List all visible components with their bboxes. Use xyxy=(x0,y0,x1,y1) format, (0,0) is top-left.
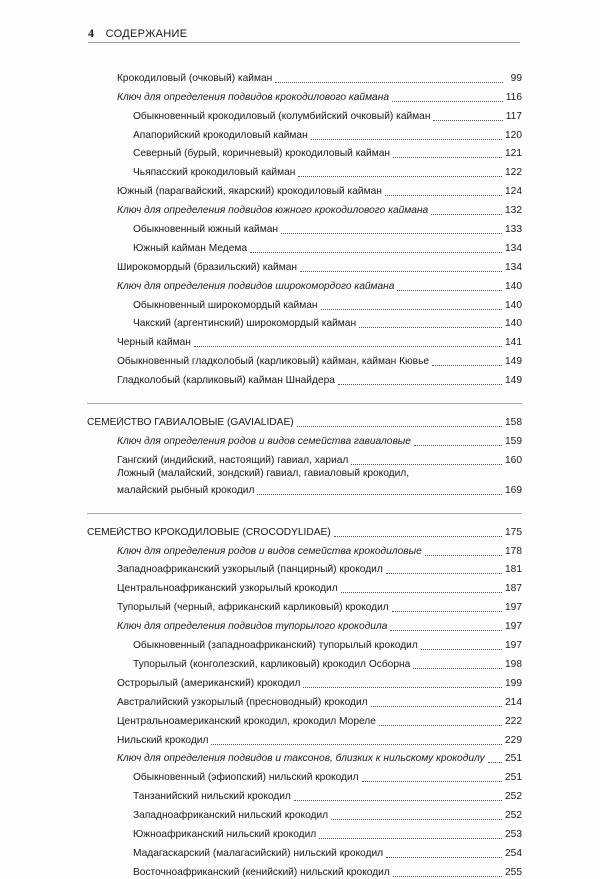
toc-entry-page: 169 xyxy=(505,484,522,496)
toc-entry-title: Ключ для определения родов и видов семейства крокодиловые xyxy=(117,545,422,557)
dot-leader xyxy=(298,175,502,177)
toc-entry[interactable] xyxy=(117,558,522,577)
toc-entry-title: Восточноафриканский (кенийский) нильский крокодил xyxy=(133,866,390,878)
toc-entry-page: 187 xyxy=(505,583,522,595)
toc-entry[interactable] xyxy=(117,709,522,728)
toc-entry[interactable] xyxy=(117,480,522,497)
dot-leader xyxy=(386,856,502,858)
toc-entry-page: 140 xyxy=(505,318,522,330)
dot-leader xyxy=(338,383,502,385)
toc-entry-title: Ключ для определения подвидов и таксонов, близких к нильскому крокодилу xyxy=(117,753,485,765)
dot-leader xyxy=(194,345,502,347)
toc-entry-title: Ключ для определения родов и видов семейства гавиаловые xyxy=(117,435,411,447)
toc-entry-page: 197 xyxy=(505,640,522,652)
toc-entry[interactable] xyxy=(117,368,522,387)
dot-leader xyxy=(414,444,502,446)
toc-entry[interactable] xyxy=(117,652,522,671)
toc-entry[interactable] xyxy=(117,539,522,558)
toc-entry-page: 116 xyxy=(505,91,522,103)
toc-entry-title: Острорылый (американский) крокодил xyxy=(117,677,301,689)
toc-entry-page: 253 xyxy=(505,828,522,840)
toc-entry-page: 140 xyxy=(505,299,522,311)
toc-entry-title: Ключ для определения подвидов южного крокодилового каймана xyxy=(117,205,429,217)
toc-entry-title: Обыкновенный крокодиловый (колумбийский очковый) кайман xyxy=(133,110,431,122)
dot-leader xyxy=(392,100,503,102)
toc-entry[interactable] xyxy=(117,104,522,123)
dot-leader xyxy=(211,743,502,745)
toc-entry[interactable] xyxy=(117,784,522,803)
dot-leader xyxy=(351,463,502,465)
toc-entry-title: Обыкновенный (западноафриканский) тупорылый крокодил xyxy=(133,640,418,652)
toc-entry-page: 251 xyxy=(505,772,522,784)
header-title: СОДЕРЖАНИЕ xyxy=(105,28,188,40)
toc-entry-page: 251 xyxy=(505,753,522,765)
toc-entry-page: 197 xyxy=(505,602,522,614)
toc-family-heading[interactable] xyxy=(87,520,522,539)
toc-entry-page: 198 xyxy=(505,658,522,670)
toc-entry[interactable] xyxy=(117,633,522,652)
dot-leader xyxy=(334,535,502,537)
dot-leader xyxy=(386,572,502,574)
dot-leader xyxy=(359,326,502,328)
page-number: 4 xyxy=(88,26,95,40)
toc-entry[interactable] xyxy=(117,803,522,822)
toc-entry[interactable] xyxy=(117,467,522,481)
toc-entry[interactable] xyxy=(117,765,522,784)
toc-entry[interactable] xyxy=(117,614,522,633)
dot-leader xyxy=(331,818,502,820)
toc-entry[interactable] xyxy=(117,690,522,709)
toc-entry-title: Южный (парагвайский, якарский) крокодиловый кайман xyxy=(117,186,382,198)
toc-entry[interactable] xyxy=(117,123,522,142)
toc-entry-page: 117 xyxy=(505,110,522,122)
toc-entry-page: 160 xyxy=(505,454,522,466)
toc-entry[interactable] xyxy=(117,255,522,274)
table-of-contents xyxy=(87,66,522,879)
toc-entry-title: Ложный (малайский, зондский) гавиал, гавиаловый крокодил, xyxy=(117,468,410,480)
toc-entry-page: 197 xyxy=(505,621,522,633)
toc-entry-page: 149 xyxy=(505,356,522,368)
toc-entry-title: Широкомордый (бразильский) кайман xyxy=(117,261,298,273)
dot-leader xyxy=(275,81,503,83)
dot-leader xyxy=(392,610,502,612)
toc-entry-title: Обыкновенный (эфиопский) нильский крокодил xyxy=(133,772,359,784)
toc-entry-title: СЕМЕЙСТВО КРОКОДИЛОВЫЕ (CROCODYLIDAE) xyxy=(87,526,331,538)
dot-leader xyxy=(393,875,502,877)
toc-entry-page: 252 xyxy=(505,810,522,822)
toc-entry-page: 255 xyxy=(505,866,522,878)
toc-entry-page: 252 xyxy=(505,791,522,803)
toc-entry-title: Центральноафриканский узкорылый крокодил xyxy=(117,583,338,595)
toc-entry-title: Северный (бурый, коричневый) крокодиловый кайман xyxy=(133,148,391,160)
toc-entry-page: 181 xyxy=(505,564,522,576)
toc-entry[interactable] xyxy=(117,330,522,349)
toc-entry-title: Мадагаскарский (малагасийский) нильский крокодил xyxy=(133,847,384,859)
toc-entry-title: Ключ для определения подвидов тупорылого крокодила xyxy=(117,621,388,633)
toc-entry-title: Обыкновенный южный кайман xyxy=(133,224,279,236)
dot-leader xyxy=(341,591,502,593)
toc-entry-page: 133 xyxy=(505,224,522,236)
toc-entry-page: 122 xyxy=(505,167,522,179)
toc-entry-title: Апапорийский крокодиловый кайман xyxy=(133,129,308,141)
toc-entry-page: 175 xyxy=(505,526,522,538)
toc-entry-title: Западноафриканский нильский крокодил xyxy=(133,810,329,822)
dot-leader xyxy=(432,364,502,366)
toc-entry[interactable] xyxy=(117,576,522,595)
toc-entry[interactable] xyxy=(117,841,522,860)
toc-entry-title: Тупорылый (черный, африканский карликовый) крокодил xyxy=(117,602,389,614)
toc-entry[interactable] xyxy=(117,747,522,766)
toc-entry[interactable] xyxy=(117,236,522,255)
toc-entry-page: 132 xyxy=(505,205,522,217)
dot-leader xyxy=(393,156,502,158)
dot-leader xyxy=(319,837,502,839)
dot-leader xyxy=(300,270,502,272)
toc-entry-title: Танзанийский нильский крокодил xyxy=(133,791,291,803)
dot-leader xyxy=(294,799,502,801)
toc-entry-title: Тупорылый (конголезский, карликовый) крокодил Осборна xyxy=(133,658,411,670)
toc-entry[interactable] xyxy=(117,671,522,690)
toc-entry-title: Гладколобый (карликовый) кайман Шнайдера xyxy=(117,375,335,387)
toc-entry-title: Южноафриканский нильский крокодил xyxy=(133,828,317,840)
toc-entry[interactable] xyxy=(117,822,522,841)
toc-entry-title: Обыкновенный гладколобый (карликовый) кайман, кайман Кювье xyxy=(117,356,430,368)
toc-entry-title: Чьяпасский крокодиловый кайман xyxy=(133,167,296,179)
dot-leader xyxy=(362,780,502,782)
toc-entry[interactable] xyxy=(117,429,522,448)
toc-entry[interactable] xyxy=(117,728,522,747)
section-divider xyxy=(87,497,522,514)
toc-entry-page: 140 xyxy=(505,280,522,292)
toc-entry-title: Южный кайман Медема xyxy=(133,242,248,254)
toc-entry[interactable] xyxy=(117,198,522,217)
running-header xyxy=(88,26,520,43)
toc-family-heading[interactable] xyxy=(87,410,522,429)
toc-entry-page: 178 xyxy=(505,545,522,557)
section-divider xyxy=(87,387,522,404)
dot-leader xyxy=(431,213,502,215)
toc-entry-page: 199 xyxy=(505,677,522,689)
toc-entry-page: 214 xyxy=(505,696,522,708)
dot-leader xyxy=(390,629,502,631)
toc-entry-title: Обыкновенный широкомордый кайман xyxy=(133,299,318,311)
toc-entry[interactable] xyxy=(117,312,522,331)
dot-leader xyxy=(297,425,502,427)
toc-entry-page: 141 xyxy=(505,337,522,349)
toc-entry[interactable] xyxy=(117,860,522,879)
dot-leader xyxy=(371,705,502,707)
toc-entry[interactable] xyxy=(117,66,522,85)
dot-leader xyxy=(257,493,502,495)
dot-leader xyxy=(385,194,502,196)
toc-entry-title: Черный кайман xyxy=(117,337,191,349)
toc-entry-page: 120 xyxy=(505,129,522,141)
toc-entry-title: Западноафриканский узкорылый (панцирный) крокодил xyxy=(117,564,383,576)
toc-entry-page: 99 xyxy=(510,72,522,84)
toc-entry-title: Ключ для определения подвидов крокодилового каймана xyxy=(117,91,389,103)
toc-entry-title: Центральноамериканский крокодил, крокодил Мореле xyxy=(117,715,376,727)
dot-leader xyxy=(321,308,502,310)
dot-leader xyxy=(311,138,502,140)
dot-leader xyxy=(488,761,502,763)
dot-leader xyxy=(421,648,502,650)
toc-entry-title: Нильский крокодил xyxy=(117,734,209,746)
toc-entry-title: Австралийский узкорылый (пресноводный) крокодил xyxy=(117,696,368,708)
toc-entry-title: малайский рыбный крокодил xyxy=(117,484,255,496)
toc-entry[interactable] xyxy=(117,160,522,179)
dot-leader xyxy=(379,724,502,726)
toc-entry-page: 124 xyxy=(505,186,522,198)
toc-entry-page: 159 xyxy=(505,435,522,447)
toc-entry-page: 254 xyxy=(505,847,522,859)
dot-leader xyxy=(433,119,502,121)
toc-entry-page: 121 xyxy=(505,148,522,160)
toc-entry-page: 222 xyxy=(505,715,522,727)
toc-entry[interactable] xyxy=(117,349,522,368)
toc-entry-title: Ключ для определения подвидов широкомордого каймана xyxy=(117,280,395,292)
toc-entry-page: 134 xyxy=(505,261,522,273)
toc-entry-page: 158 xyxy=(505,417,522,429)
toc-entry-title: Чакский (аргентинский) широкомордый кайман xyxy=(133,318,357,330)
toc-entry[interactable] xyxy=(117,179,522,198)
dot-leader xyxy=(413,667,502,669)
dot-leader xyxy=(281,232,502,234)
toc-entry[interactable] xyxy=(117,217,522,236)
toc-entry-page: 134 xyxy=(505,242,522,254)
toc-entry-title: Крокодиловый (очковый) кайман xyxy=(117,72,273,84)
toc-entry[interactable] xyxy=(117,448,522,467)
dot-leader xyxy=(303,686,502,688)
toc-entry[interactable] xyxy=(117,142,522,161)
toc-entry-title: СЕМЕЙСТВО ГАВИАЛОВЫЕ (GAVIALIDAE) xyxy=(87,417,294,429)
toc-entry-page: 149 xyxy=(505,375,522,387)
toc-entry[interactable] xyxy=(117,293,522,312)
dot-leader xyxy=(425,554,502,556)
toc-entry[interactable] xyxy=(117,595,522,614)
dot-leader xyxy=(250,251,502,253)
toc-entry[interactable] xyxy=(117,274,522,293)
dot-leader xyxy=(397,289,502,291)
toc-entry-page: 229 xyxy=(505,734,522,746)
toc-entry-title: Гангский (индийский, настоящий) гавиал, хариал xyxy=(117,454,349,466)
toc-entry[interactable] xyxy=(117,85,522,104)
